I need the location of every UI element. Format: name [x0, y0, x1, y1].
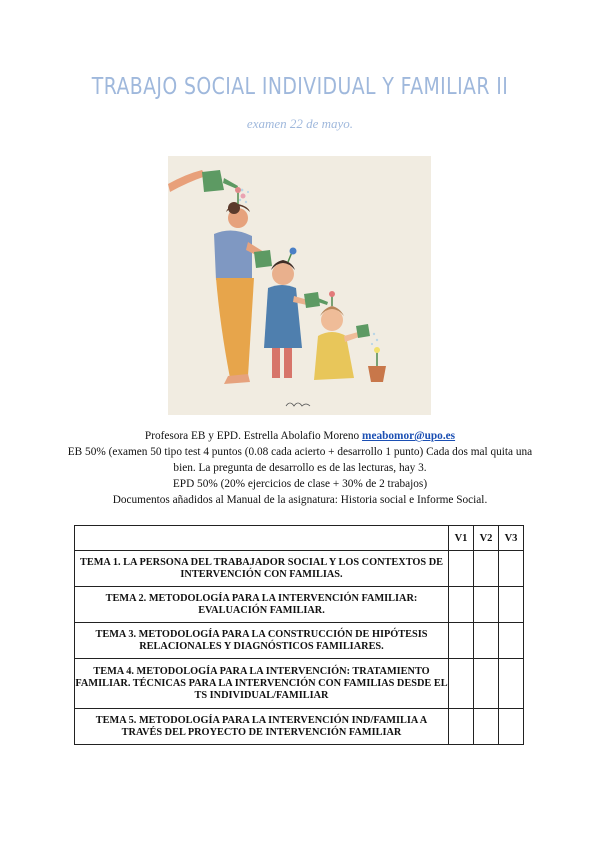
- v2-cell: [474, 587, 499, 623]
- table-header-topic: [75, 526, 449, 551]
- table-row: [75, 551, 524, 587]
- v1-cell: [449, 587, 474, 623]
- topic-cell: TEMA 5. METODOLOGÍA PARA LA INTERVENCIÓN IND/FAMILIA A TRAVÉS DEL PROYECTO DE INTERVENCIÓN FAMILIAR: [75, 709, 449, 745]
- table-header-row: [75, 526, 524, 551]
- v1-cell: [449, 709, 474, 745]
- v2-cell: [474, 659, 499, 709]
- table-header-v2: V2: [474, 526, 499, 551]
- topic-cell: TEMA 2. METODOLOGÍA PARA LA INTERVENCIÓN FAMILIAR: EVALUACIÓN FAMILIAR.: [75, 587, 449, 623]
- table-row: [75, 587, 524, 623]
- page-title: TRABAJO SOCIAL INDIVIDUAL Y FAMILIAR II: [91, 74, 509, 100]
- v1-cell: [449, 551, 474, 587]
- table-row: [75, 623, 524, 659]
- family-watering-plants-illustration: [168, 156, 431, 415]
- docs-line: Documentos añadidos al Manual de la asignatura: Historia social e Informe Social.: [112, 494, 488, 506]
- v2-cell: [474, 709, 499, 745]
- table-row: [75, 659, 524, 709]
- table-row: [75, 709, 524, 745]
- v2-cell: [474, 623, 499, 659]
- topic-cell: TEMA 4. METODOLOGÍA PARA LA INTERVENCIÓN: TRATAMIENTO FAMILIAR. TÉCNICAS PARA LA INTERVENCIÓN CON FAMILIAS DESDE EL TS INDIVIDUAL/FAMILIAR: [75, 659, 449, 709]
- epd-line: EPD 50% (20% ejercicios de clase + 30% de 2 trabajos): [172, 478, 428, 490]
- v3-cell: [499, 551, 524, 587]
- teacher-line: [60, 428, 540, 444]
- v3-cell: [499, 623, 524, 659]
- course-info: [60, 428, 540, 508]
- v1-cell: [449, 623, 474, 659]
- table-header-v3: V3: [499, 526, 524, 551]
- v3-cell: [499, 587, 524, 623]
- v3-cell: [499, 659, 524, 709]
- table-header-v1: V1: [449, 526, 474, 551]
- v3-cell: [499, 709, 524, 745]
- topic-cell: TEMA 1. LA PERSONA DEL TRABAJADOR SOCIAL Y LOS CONTEXTOS DE INTERVENCIÓN CON FAMILIAS.: [75, 551, 449, 587]
- topic-cell: TEMA 3. METODOLOGÍA PARA LA CONSTRUCCIÓN DE HIPÓTESIS RELACIONALES Y DIAGNÓSTICOS FAMILIARES.: [75, 623, 449, 659]
- teacher-name: Profesora EB y EPD. Estrella Abolafio Moreno: [144, 430, 360, 442]
- teacher-email-link[interactable]: meabomor@upo.es: [362, 430, 456, 442]
- topics-table: [74, 525, 524, 745]
- page-subtitle: examen 22 de mayo.: [246, 116, 354, 131]
- eb-line: EB 50% (examen 50 tipo test 4 puntos (0.08 cada acierto + desarrollo 1 punto) Cada dos mal quita una bien. La pregunta de desarrollo es de las lecturas, hay 3.: [67, 446, 533, 474]
- v2-cell: [474, 551, 499, 587]
- v1-cell: [449, 659, 474, 709]
